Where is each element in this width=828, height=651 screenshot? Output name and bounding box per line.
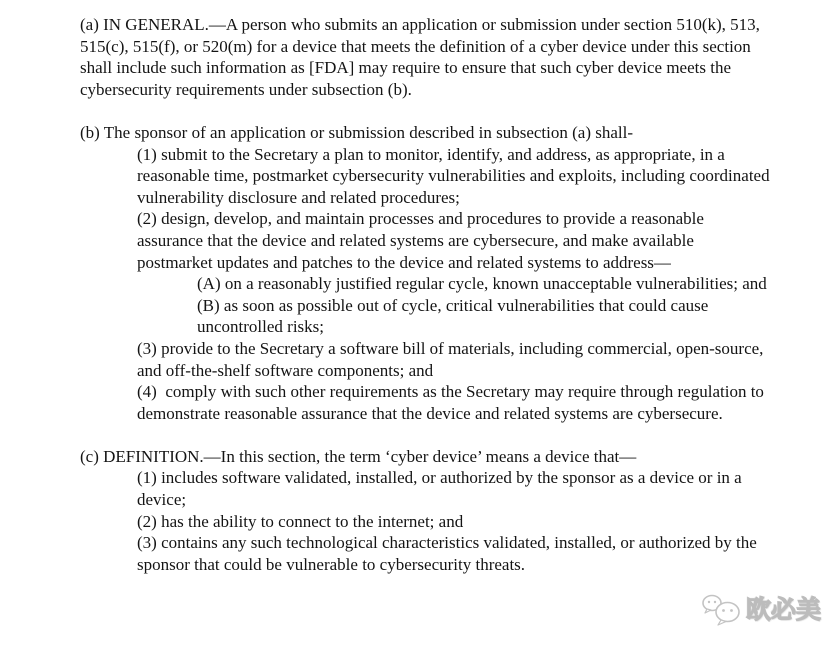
paragraph-a-in-general: (a) IN GENERAL.—A person who submits an application or submission under section 510(k), 513, 515(c), 515(f), or 520(m) for a device that meets the definition of a cyber device under this section shall include such information as [FDA] may require to ensure that such cyber device meets the cybersecurity requirements under subsection (b). (80, 15, 765, 99)
paragraph-c3-characteristics: (3) contains any such technological characteristics validated, installed, or authorized by the sponsor that could be vulnerable to cybersecurity threats. (137, 533, 762, 574)
paragraph-b2A-regular-cycle: (A) on a reasonably justified regular cycle, known unacceptable vulnerabilities; and (197, 274, 767, 294)
paragraph-b2B-out-of-cycle: (B) as soon as possible out of cycle, critical vulnerabilities that could cause uncontrolled risks; (197, 295, 713, 337)
paragraph-b4-other-reqs: (4) comply with such other requirements as the Secretary may require through regulation to demonstrate reasonable assurance that the device and related systems are cybersecure. (137, 382, 769, 423)
statute-text-block (80, 14, 774, 575)
paragraph-c2-internet: (2) has the ability to connect to the internet; and (137, 511, 464, 531)
paragraph-b-sponsor: (b) The sponsor of an application or submission described in subsection (a) shall- (80, 122, 634, 142)
paragraph-c-definition: (c) DEFINITION.—In this section, the term ‘cyber device’ means a device that— (80, 446, 637, 466)
wechat-watermark (701, 592, 821, 628)
paragraph-c1-software: (1) includes software validated, installed, or authorized by the sponsor as a device or in a device; (137, 468, 746, 510)
paragraph-b2-processes: (2) design, develop, and maintain processes and procedures to provide a reasonable assurance that the device and related systems are cybersecure, and make available postmarket updates and patches to the device and related systems to address— (137, 209, 709, 272)
watermark-label: 欧必美 (746, 595, 822, 624)
paragraph-b3-sbom: (3) provide to the Secretary a software bill of materials, including commercial, open-source, and off-the-shelf software components; and (137, 338, 768, 380)
paragraph-b1-plan: (1) submit to the Secretary a plan to monitor, identify, and address, as appropriate, in a reasonable time, postmarket cybersecurity vulnerabilities and exploits, including coordinated vulnerability disclosure and related procedures; (137, 144, 774, 207)
wechat-icon (701, 592, 741, 628)
